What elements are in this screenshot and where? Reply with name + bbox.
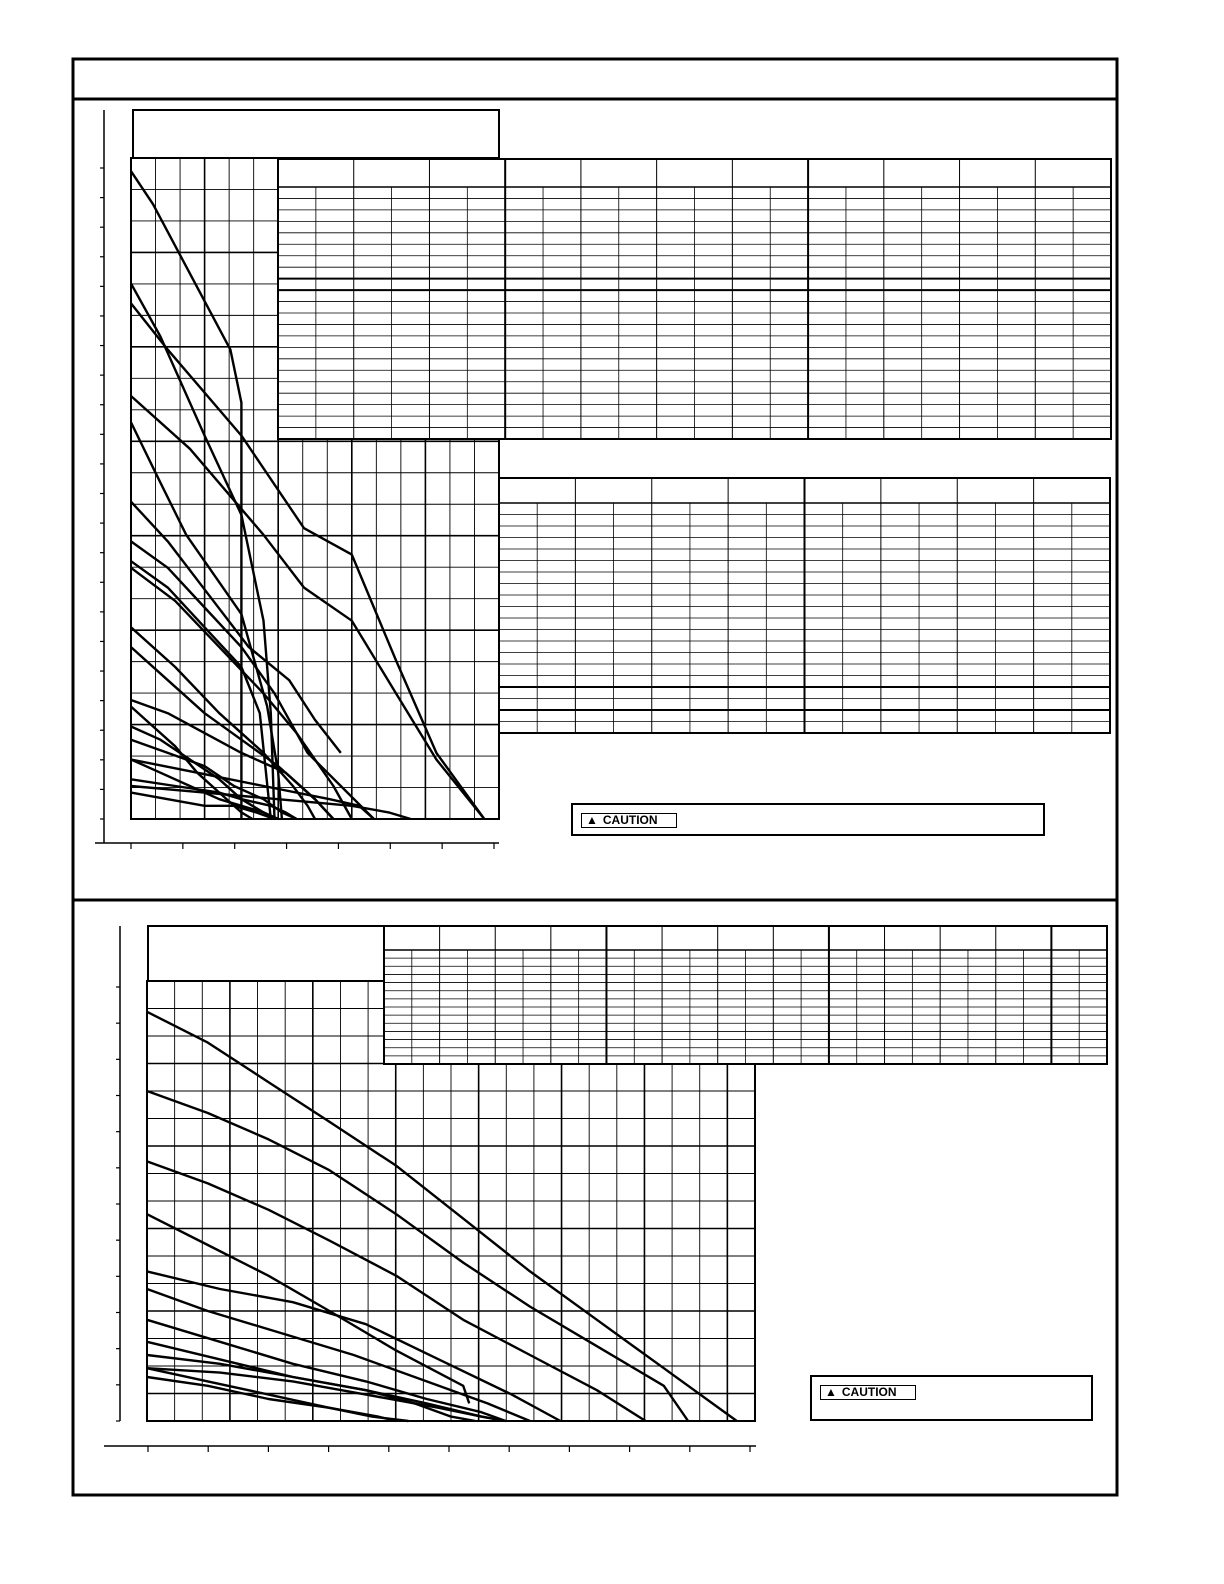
warning-triangle-icon: ▲ <box>586 813 598 827</box>
lower-spec-table <box>384 926 1107 1064</box>
caution-label: CAUTION <box>841 1385 897 1399</box>
caution-label-box <box>820 1385 916 1400</box>
caution-notice-upper <box>571 803 1045 836</box>
caution-notice-lower <box>810 1375 1093 1421</box>
upper-spec-table <box>278 159 1111 439</box>
warning-triangle-icon: ▲ <box>825 1385 837 1399</box>
caution-label-box <box>581 813 677 828</box>
caution-label: CAUTION <box>602 813 658 827</box>
lower-spec-table <box>499 478 1110 733</box>
